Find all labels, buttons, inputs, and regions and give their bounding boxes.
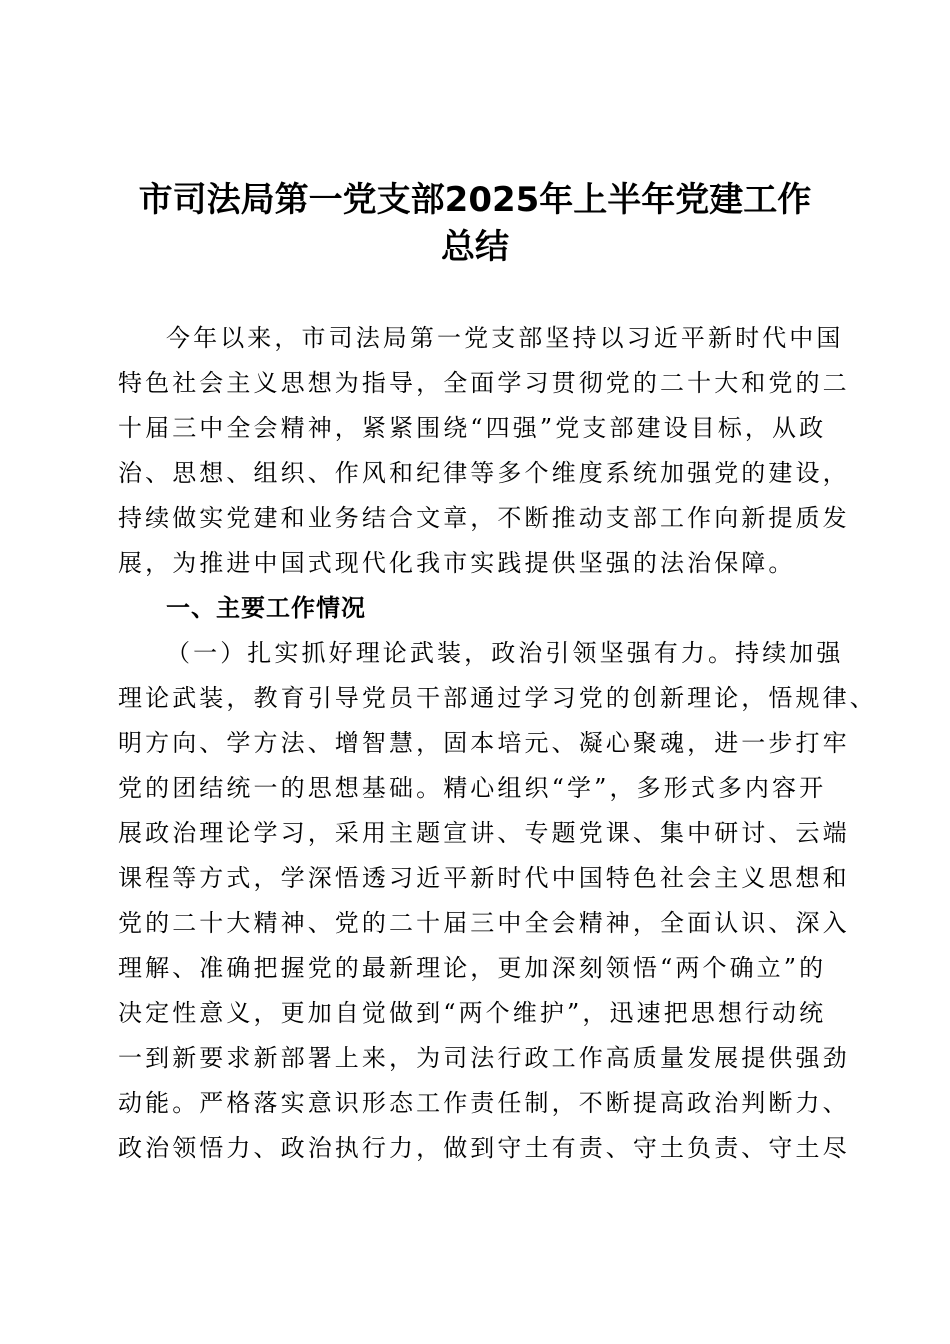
- intro-line-4: 治、思想、组织、作风和纪律等多个维度系统加强党的建设，: [118, 459, 850, 487]
- body-line-3: 明方向、学方法、增智慧，固本培元、凝心聚魂，进一步打牢: [118, 729, 850, 757]
- body-line-7: 党的二十大精神、党的二十届三中全会精神，全面认识、深入: [118, 909, 850, 937]
- body-line-2: 理论武装，教育引导党员干部通过学习党的创新理论，悟规律、: [118, 684, 877, 712]
- body-line-9: 决定性意义，更加自觉做到“两个维护”，迅速把思想行动统: [118, 999, 827, 1027]
- document-title-line-2: 总结: [441, 227, 509, 267]
- body-line-11: 动能。严格落实意识形态工作责任制，不断提高政治判断力、: [118, 1089, 850, 1117]
- intro-line-6: 展，为推进中国式现代化我市实践提供坚强的法治保障。: [118, 549, 796, 577]
- intro-line-5: 持续做实党建和业务结合文章，不断推动支部工作向新提质发: [118, 504, 850, 532]
- document-title-line-1: 市司法局第一党支部2025年上半年党建工作: [138, 180, 812, 220]
- section-heading-main-work: 一、主要工作情况: [166, 594, 366, 622]
- body-line-6: 课程等方式，学深悟透习近平新时代中国特色社会主义思想和: [118, 864, 850, 892]
- body-line-5: 展政治理论学习，采用主题宣讲、专题党课、集中研讨、云端: [118, 819, 850, 847]
- body-line-4: 党的团结统一的思想基础。精心组织“学”，多形式多内容开: [118, 774, 827, 802]
- body-line-12: 政治领悟力、政治执行力，做到守土有责、守土负责、守土尽: [118, 1134, 850, 1162]
- body-line-10: 一到新要求新部署上来，为司法行政工作高质量发展提供强劲: [118, 1044, 850, 1072]
- intro-line-2: 特色社会主义思想为指导，全面学习贯彻党的二十大和党的二: [118, 369, 850, 397]
- subsection-line-1: （一）扎实抓好理论武装，政治引领坚强有力。持续加强: [166, 639, 844, 667]
- intro-line-3: 十届三中全会精神，紧紧围绕“四强”党支部建设目标，从政: [118, 414, 827, 442]
- intro-line-1: 今年以来，市司法局第一党支部坚持以习近平新时代中国: [166, 324, 844, 352]
- body-line-8: 理解、准确把握党的最新理论，更加深刻领悟“两个确立”的: [118, 954, 827, 982]
